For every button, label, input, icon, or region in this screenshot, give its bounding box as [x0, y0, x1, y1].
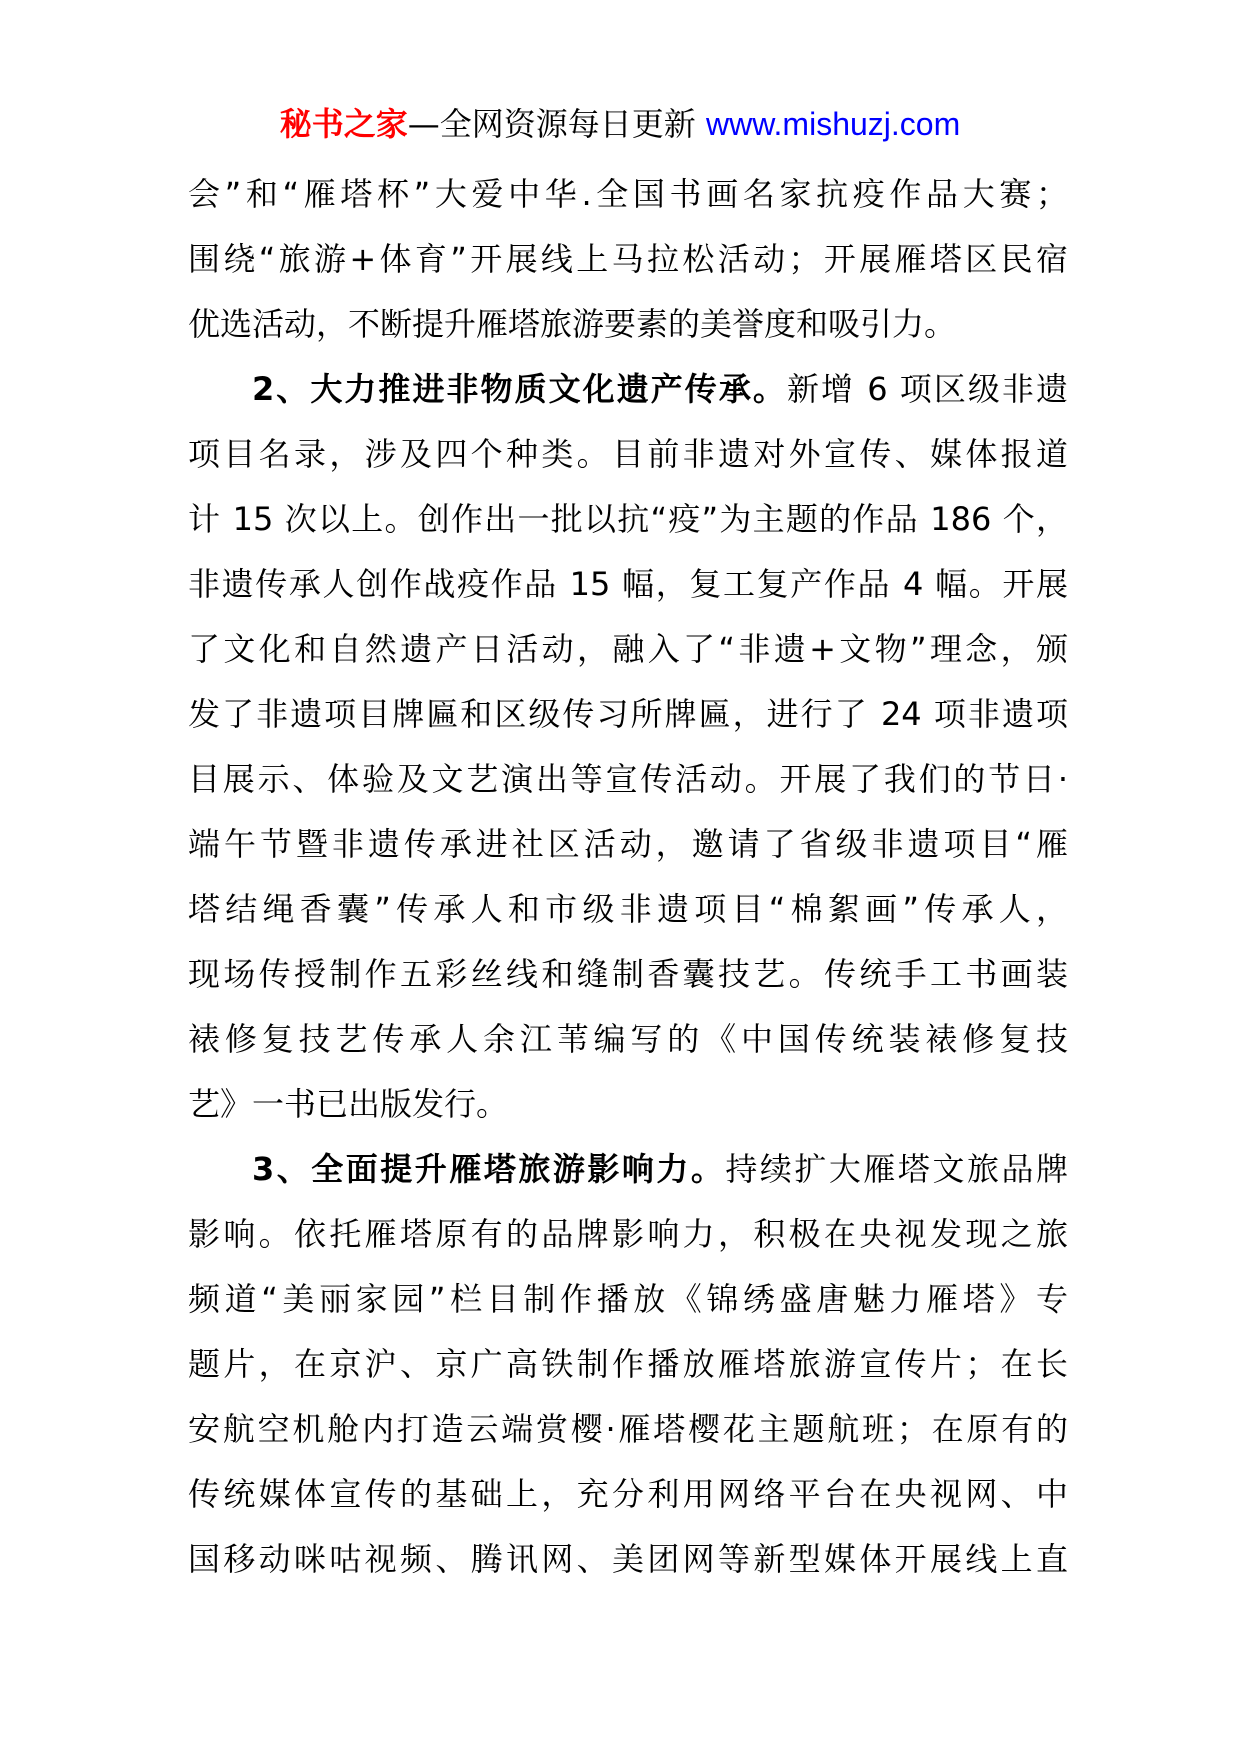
section-lead-text: 持续扩大雁塔文旅品牌	[725, 1150, 1068, 1188]
text-line: 了文化和自然遗产日活动，融入了“非遗+文物”理念，颁	[188, 630, 1068, 668]
text-line: 频道“美丽家园”栏目制作播放《锦绣盛唐魅力雁塔》专	[188, 1280, 1068, 1318]
text-line: 裱修复技艺传承人余江苇编写的《中国传统装裱修复技	[188, 1020, 1068, 1058]
text-line: 会”和“雁塔杯”大爱中华.全国书画名家抗疫作品大赛；	[188, 175, 1068, 213]
text-line: 优选活动，不断提升雁塔旅游要素的美誉度和吸引力。	[188, 305, 957, 343]
text-line: 端午节暨非遗传承进社区活动，邀请了省级非遗项目“雁	[188, 825, 1068, 863]
section-heading-line	[188, 1137, 1068, 1202]
text-line: 安航空机舱内打造云端赏樱·雁塔樱花主题航班；在原有的	[188, 1410, 1068, 1448]
section-heading: 3、全面提升雁塔旅游影响力。	[252, 1150, 726, 1188]
document-body	[188, 162, 1068, 1592]
site-brand: 秘书之家	[279, 105, 408, 143]
text-line: 影响。依托雁塔原有的品牌影响力，积极在央视发现之旅	[188, 1215, 1068, 1253]
text-line: 目展示、体验及文艺演出等宣传活动。开展了我们的节日·	[188, 760, 1068, 798]
text-line: 围绕“旅游+体育”开展线上马拉松活动；开展雁塔区民宿	[188, 240, 1068, 278]
text-line: 发了非遗项目牌匾和区级传习所牌匾，进行了 24 项非遗项	[188, 695, 1068, 733]
text-line: 传统媒体宣传的基础上，充分利用网络平台在央视网、中	[188, 1475, 1068, 1513]
section-heading: 2、大力推进非物质文化遗产传承。	[252, 370, 787, 408]
site-header	[0, 100, 1240, 148]
text-line: 题片，在京沪、京广高铁制作播放雁塔旅游宣传片；在长	[188, 1345, 1068, 1383]
section-heading-line	[188, 357, 1068, 422]
site-slogan: —全网资源每日更新	[407, 105, 706, 143]
text-line: 非遗传承人创作战疫作品 15 幅，复工复产作品 4 幅。开展	[188, 565, 1068, 603]
text-line: 计 15 次以上。创作出一批以抗“疫”为主题的作品 186 个，	[188, 500, 1068, 538]
site-url[interactable]: www.mishuzj.com	[705, 106, 961, 142]
text-line: 项目名录，涉及四个种类。目前非遗对外宣传、媒体报道	[188, 435, 1068, 473]
section-lead-text: 新增 6 项区级非遗	[786, 370, 1068, 408]
text-line: 艺》一书已出版发行。	[188, 1085, 509, 1123]
text-line: 国移动咪咕视频、腾讯网、美团网等新型媒体开展线上直	[188, 1540, 1068, 1578]
text-line: 塔结绳香囊”传承人和市级非遗项目“棉絮画”传承人，	[188, 890, 1068, 928]
text-line: 现场传授制作五彩丝线和缝制香囊技艺。传统手工书画装	[188, 955, 1068, 993]
